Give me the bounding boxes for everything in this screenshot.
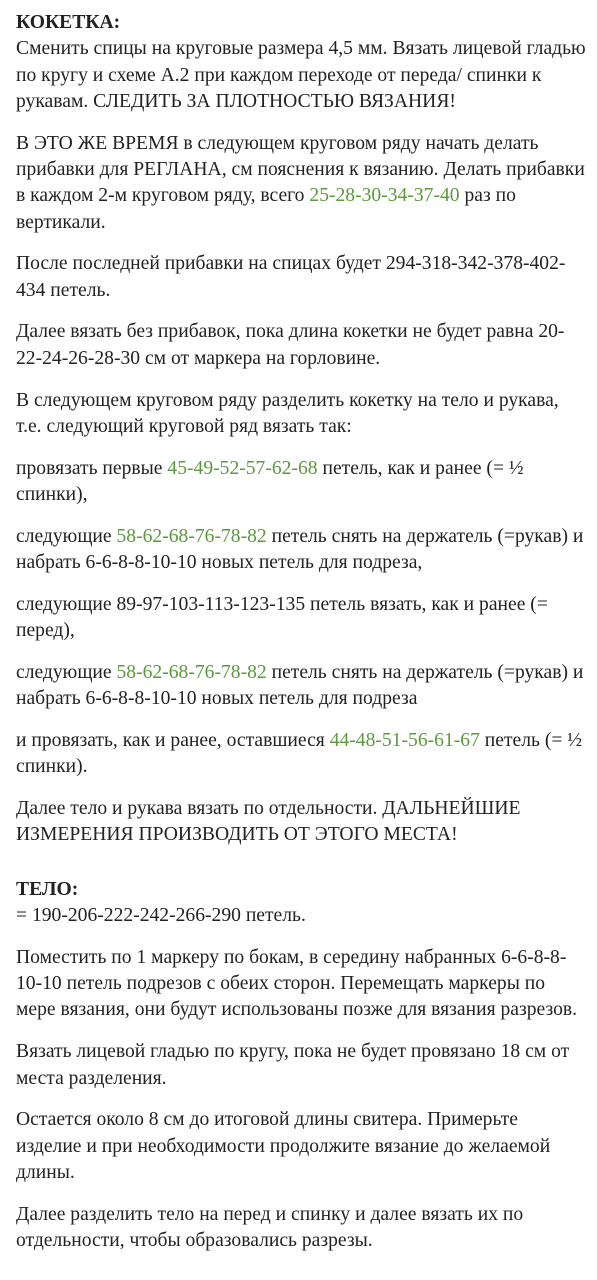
paragraph-text: и провязать, как и ранее, оставшиеся [16,730,330,752]
paragraph-separate-measurements: Далее тело и рукава вязать по отдельности. ДАЛЬНЕЙШИЕ ИЗМЕРЕНИЯ ПРОИЗВОДИТЬ ОТ ЭТОГО МЕСТА! [16,798,521,846]
paragraph-front: следующие 89-97-103-113-123-135 петель вязать, как и ранее (= перед), [16,593,548,642]
paragraph-text: следующие [16,525,117,547]
paragraph-text: провязать первые [16,457,168,479]
paragraph-yoke-length: Далее вязать без прибавок, пока длина кокетки не будет равна 20-22-24-26-28-30 см от маркера на горловине. [16,321,565,369]
paragraph-text: петель снять на держатель (=рукав) и набрать 6-6-8-8-10-10 новых петель для подреза, [16,525,584,574]
highlighted-count: 25-28-30-34-37-40 [309,185,460,207]
paragraph-text: В ЭТО ЖЕ ВРЕМЯ в следующем круговом ряду начать делать прибавки для РЕГЛАНА, см пояснения к вязанию. Делать прибавки в каждом 2-м круговом ряду, всего [16,132,585,207]
paragraph-back-half [16,456,588,509]
highlighted-count: 45-49-52-57-62-68 [167,457,318,479]
paragraph-divide-yoke: В следующем круговом ряду разделить кокетку на тело и рукава, т.е. следующий круговой ряд вязать так: [16,389,559,437]
highlighted-count: 44-48-51-56-61-67 [329,730,480,752]
section-heading-body: ТЕЛО: [16,878,79,900]
paragraph-remaining-back [16,728,588,781]
highlighted-count: 58-62-68-76-78-82 [116,525,267,547]
paragraph-stitch-count: После последней прибавки на спицах будет 294-318-342-378-402-434 петель. [16,253,566,301]
paragraph-markers: Поместить по 1 маркеру по бокам, в середину набранных 6-6-8-8-10-10 петель подрезов с обеих сторон. Перемещать маркеры по мере вязания, они будут использованы позже для вязания разрезов. [16,946,578,1021]
paragraph-sleeve-2 [16,660,588,713]
paragraph-change-needles: Сменить спицы на круговые размера 4,5 мм. Вязать лицевой гладью по кругу и схеме А.2 при каждом переходе от переда/ спинки к рукавам. СЛЕДИТЬ ЗА ПЛОТНОСТЬЮ ВЯЗАНИЯ! [16,38,586,112]
paragraph-sleeve-1 [16,524,588,577]
paragraph-text: раз по вертикали. [16,185,516,233]
paragraph-text: петель (= ½ спинки). [16,730,582,778]
highlighted-count: 58-62-68-76-78-82 [116,661,267,683]
paragraph-knit-length: Вязать лицевой гладью по кругу, пока не будет провязано 18 см от места разделения. [16,1041,570,1089]
paragraph-split-front-back: Далее разделить тело на перед и спинку и далее вязать их по отдельности, чтобы образовались разрезы. [16,1203,524,1251]
paragraph-text: петель снять на держатель (=рукав) и набрать 6-6-8-8-10-10 новых петель для подреза [16,661,584,710]
paragraph-text: следующие [16,661,117,683]
section-heading-yoke: КОКЕТКА: [16,12,121,33]
paragraph-raglan-increases [16,131,588,236]
paragraph-text: петель, как и ранее (= ½ спинки), [16,457,524,505]
paragraph-try-on: Остается около 8 см до итоговой длины свитера. Примерьте изделие и при необходимости продолжите вязание до желаемой длины. [16,1109,551,1183]
paragraph-body-stitches: = 190-206-222-242-266-290 петель. [16,905,306,927]
